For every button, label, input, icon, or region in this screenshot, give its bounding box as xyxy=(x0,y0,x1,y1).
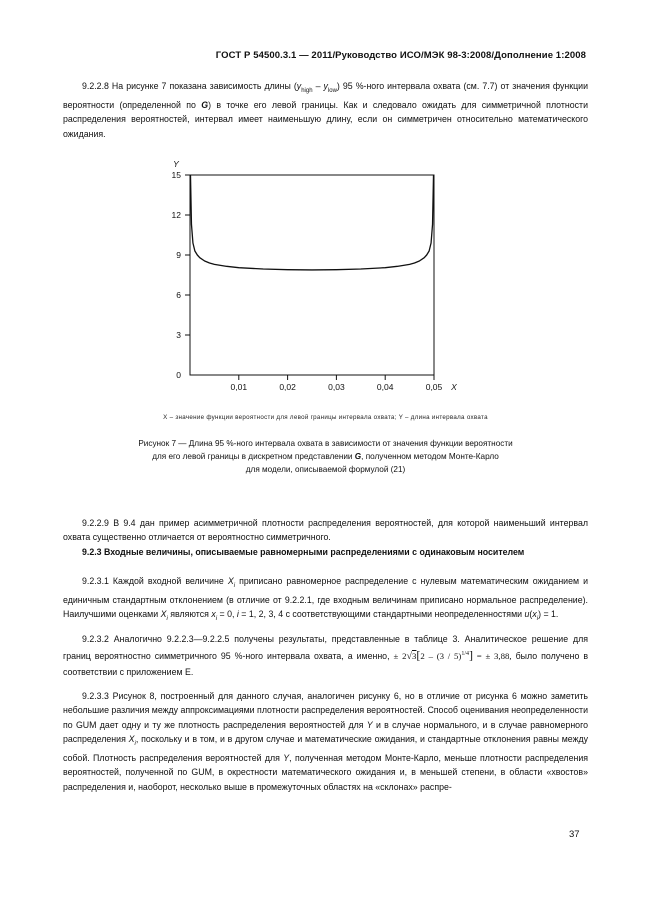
paragraph-9-2-3-3: 9.2.3.3 Рисунок 8, построенный для данного случая, аналогичен рисунку 6, но в отличие от рисунка 6 можно заметить небольшие различия между аппроксимациями плотности распределения вероятностей. Способ оценивания неопределенности по GUM дает одну и ту же плотность распределения вероятностей для Y и в случае нормального, и в случае равномерного распределения $X_i$, поскольку и в том, и в другом случае и математические ожидания, и стандартные отклонения равны между собой. Плотность распределения вероятностей для Y, полученная методом Монте-Карло, меньше плотности распределения вероятностей, полученной по GUM, в окрестности математического ожидания и, в меньшей степени, в области «хвостов» распределения и, наоборот, несколько выше в промежуточных областях на «склонах» распре- xyxy=(63,691,589,792)
document-header: ГОСТ Р 54500.3.1 — 2011/Руководство ИСО/МЭК 98-3:2008/Дополнение 1:2008 xyxy=(215,50,586,61)
y-tick-label: 6 xyxy=(176,290,181,300)
x-tick-label: 0,01 xyxy=(230,382,248,392)
series-line-0 xyxy=(190,175,433,270)
y-tick-label: 0 xyxy=(176,370,181,380)
caption-line-2: для его левой границы в дискретном представлении G, полученном методом Монте-Карло xyxy=(152,452,499,462)
y-tick-label: 9 xyxy=(176,250,181,260)
x-axis-label: X xyxy=(451,382,457,392)
y-tick-label: 12 xyxy=(171,210,181,220)
y-axis-label: Y xyxy=(173,159,179,169)
figure-caption xyxy=(63,437,588,477)
x-tick-label: 0,05 xyxy=(425,382,443,392)
x-tick-label: 0,04 xyxy=(376,382,394,392)
paragraph-9-2-3-1: 9.2.3.1 Каждой входной величине $X_i$ приписано равномерное распределение с нулевым математическим ожиданием и единичным стандартным отклонением (в отличие от 9.2.2.1, где входным величинам приписано нормальное распределение). Наилучшими оценками $X_i$ являются $x_i = 0$, i = 1, 2, 3, 4 с соответствующими стандартными неопределенностями $u(x_i) = 1$. xyxy=(63,576,588,623)
caption-line-3: для модели, описываемой формулой (21) xyxy=(245,465,406,475)
analytic-formula: ± 2√3[2 – (3 / 5)$^{1/4}$] = ± 3,88, xyxy=(393,647,512,662)
x-tick-label: 0,02 xyxy=(279,382,296,392)
page-number: 37 xyxy=(569,829,580,840)
paragraph-9-2-3-2: 9.2.3.2 Аналогично 9.2.2.3—9.2.2.5 получены результаты, представленные в таблице 3. Аналитическое решение для границ вероятностно симметричного 95 %-ного интервала охвата, а именно, ± 2√3[2 – (3 / 5)$^{1/4}$] = ± 3,88, было получено в соответствии с приложением Е. xyxy=(63,634,589,677)
paragraph-9-2-2-9: 9.2.2.9 В 9.4 дан пример асимметричной плотности распределения вероятностей, для которой наименьший интервал охвата существенно отличается от вероятностно симметричного. xyxy=(63,518,588,543)
paragraph-9-2-2-8: 9.2.2.8 На рисунке 7 показана зависимость длины $(y_{high} - y_{low})$ 95 %-ного интервала охвата (см. 7.7) от значения функции вероятности (определенной по G) в точке его левой границы. Как и следовало ожидать для симметричной плотности распределения вероятностей, интервал имеет наименьшую длину, если он симметричен относительно математического ожидания. xyxy=(63,81,589,139)
x-tick-label: 0,03 xyxy=(328,382,345,392)
plot-frame xyxy=(190,175,434,375)
figure-legend: X – значение функции вероятности для левой границы интервала охвата; Y – длина интервала охвата xyxy=(163,414,488,421)
section-heading-9-2-3: 9.2.3 Входные величины, описываемые равномерными распределениями с одинаковым носителем xyxy=(82,547,525,557)
y-tick-label: 15 xyxy=(171,170,181,180)
caption-line-1: Рисунок 7 — Длина 95 %-ного интервала охвата в зависимости от значения функции вероятности xyxy=(138,439,513,448)
y-tick-label: 3 xyxy=(176,330,181,340)
